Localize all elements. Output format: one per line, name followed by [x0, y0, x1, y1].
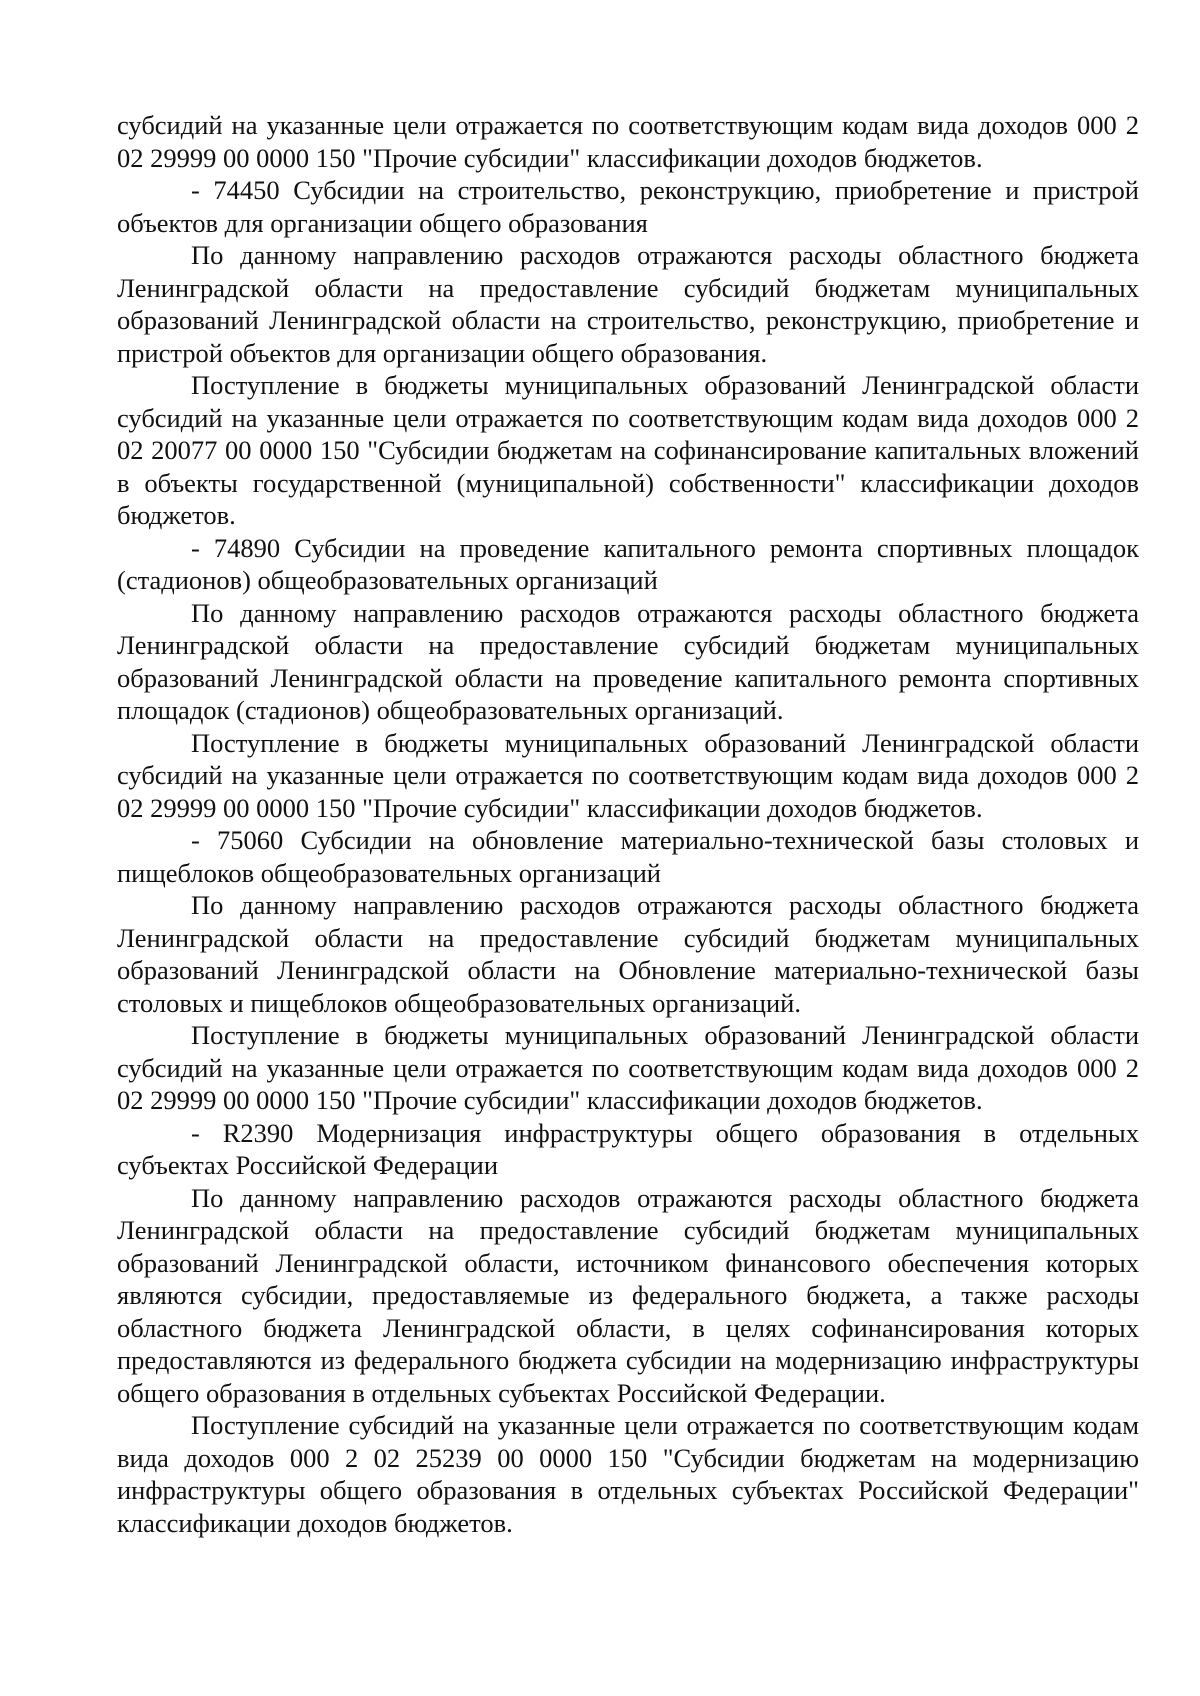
- paragraph-11-heading-r2390: - R2390 Модернизация инфраструктуры общего образования в отдельных субъектах Российской Федерации: [117, 1117, 1139, 1180]
- paragraph-12: По данному направлению расходов отражаются расходы областного бюджета Ленинградской области на предоставление субсидий бюджетам муниципальных образований Ленинградской области, источником финансового обеспечения которых являются субсидии, предоставляемые из федерального бюджета, а также расходы областного бюджета Ленинградской области, в целях софинансирования которых предоставляются из федерального бюджета субсидии на модернизацию инфраструктуры общего образования в отдельных субъектах Российской Федерации.: [117, 1182, 1139, 1408]
- paragraph-3: По данному направлению расходов отражаются расходы областного бюджета Ленинградской области на предоставление субсидий бюджетам муниципальных образований Ленинградской области на строительство, реконструкцию, приобретение и пристрой объектов для организации общего образования.: [117, 240, 1139, 368]
- paragraph-5-heading-74890: - 74890 Субсидии на проведение капитального ремонта спортивных площадок (стадионов) общеобразовательных организаций: [117, 532, 1139, 595]
- paragraph-4: Поступление в бюджеты муниципальных образований Ленинградской области субсидий на указанные цели отражается по соответствующим кодам вида доходов 000 2 02 20077 00 0000 150 "Субсидии бюджетам на софинансирование капитальных вложений в объекты государственной (муниципальной) собственности" классификации доходов бюджетов.: [117, 370, 1139, 530]
- paragraph-10: Поступление в бюджеты муниципальных образований Ленинградской области субсидий на указанные цели отражается по соответствующим кодам вида доходов 000 2 02 29999 00 0000 150 "Прочие субсидии" классификации доходов бюджетов.: [117, 1020, 1139, 1115]
- paragraph-7: Поступление в бюджеты муниципальных образований Ленинградской области субсидий на указанные цели отражается по соответствующим кодам вида доходов 000 2 02 29999 00 0000 150 "Прочие субсидии" классификации доходов бюджетов.: [117, 727, 1139, 823]
- paragraph-9: По данному направлению расходов отражаются расходы областного бюджета Ленинградской области на предоставление субсидий бюджетам муниципальных образований Ленинградской области на Обновление материально-технической базы столовых и пищеблоков общеобразовательных организаций.: [117, 890, 1139, 1018]
- document-page: [117, 109, 1139, 1539]
- paragraph-13: Поступление субсидий на указанные цели отражается по соответствующим кодам вида доходов 000 2 02 25239 00 0000 150 "Субсидии бюджетам на модернизацию инфраструктуры общего образования в отдельных субъектах Российской Федерации" классификации доходов бюджетов.: [117, 1410, 1139, 1538]
- paragraph-1: субсидий на указанные цели отражается по соответствующим кодам вида доходов 000 2 02 29999 00 0000 150 "Прочие субсидии" классификации доходов бюджетов.: [117, 110, 1139, 173]
- paragraph-6: По данному направлению расходов отражаются расходы областного бюджета Ленинградской области на предоставление субсидий бюджетам муниципальных образований Ленинградской области на проведение капитального ремонта спортивных площадок (стадионов) общеобразовательных организаций.: [117, 597, 1139, 725]
- paragraph-2-heading-74450: - 74450 Субсидии на строительство, реконструкцию, приобретение и пристрой объектов для организации общего образования: [117, 175, 1139, 238]
- paragraph-8-heading-75060: - 75060 Субсидии на обновление материально-технической базы столовых и пищеблоков общеобразовательных организаций: [117, 825, 1139, 888]
